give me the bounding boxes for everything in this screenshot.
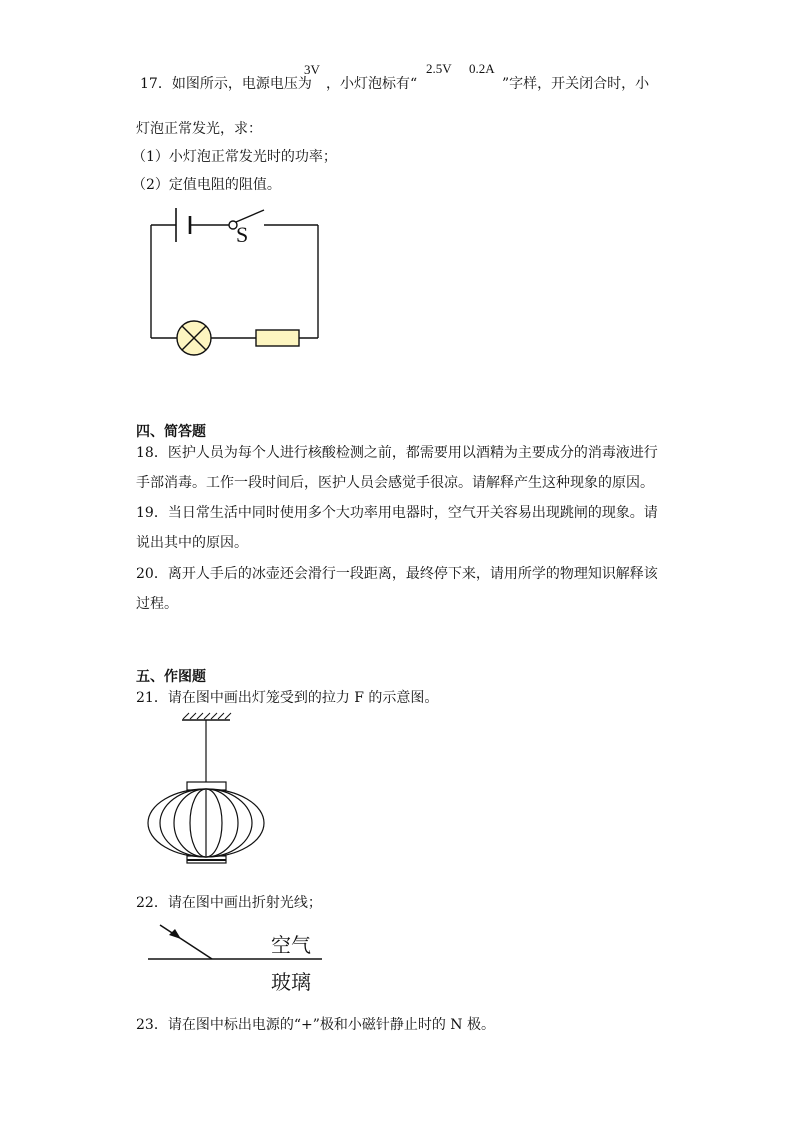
q22-text: 22．请在图中画出折射光线； <box>136 895 322 911</box>
q19-line2: 说出其中的原因。 <box>136 535 248 551</box>
switch-blade <box>236 210 264 222</box>
q18-line1: 18．医护人员为每个人进行核酸检测之前，都需要用以酒精为主要成分的消毒液进行 <box>136 445 658 461</box>
incident-ray <box>160 925 212 959</box>
q20-line2: 过程。 <box>136 596 178 612</box>
q18-line2: 手部消毒。工作一段时间后，医护人员会感觉手很凉。请解释产生这种现象的原因。 <box>136 475 654 491</box>
q17-sub2: （2）定值电阻的阻值。 <box>132 177 281 193</box>
switch-label: S <box>236 222 249 247</box>
air-label: 空气 <box>271 933 311 957</box>
fixed-resistor <box>256 330 299 346</box>
circuit-diagram <box>140 200 330 360</box>
q17-line2: 灯泡正常发光，求： <box>136 121 262 137</box>
q17-text-c: ”字样，开关闭合时，小 <box>502 76 650 92</box>
ceiling-hatching <box>183 713 231 719</box>
q20-line1: 20．离开人手后的冰壶还会滑行一段距离，最终停下来，请用所学的物理知识解释该 <box>136 566 658 582</box>
incident-ray-arrow <box>169 929 181 939</box>
q17-rating-current: 0.2A <box>469 61 495 76</box>
q21-text: 21．请在图中画出灯笼受到的拉力 F 的示意图。 <box>136 690 439 706</box>
q19-line1: 19．当日常生活中同时使用多个大功率用电器时，空气开关容易出现跳闸的现象。请 <box>136 505 658 521</box>
q17-text-a: 17．如图所示，电源电压为 <box>140 76 312 92</box>
q17-rating-voltage: 2.5V <box>426 61 452 76</box>
q17-sub1: （1）小灯泡正常发光时的功率； <box>132 149 337 165</box>
q17-text-b: ，小灯泡标有“ <box>326 76 418 92</box>
glass-label: 玻璃 <box>271 970 311 994</box>
q17-voltage: 3V <box>304 62 320 77</box>
section4-heading: 四、简答题 <box>136 424 206 440</box>
q23-text: 23．请在图中标出电源的“+”极和小磁针静止时的 N 极。 <box>136 1017 496 1033</box>
section5-heading: 五、作图题 <box>136 669 206 685</box>
lantern-diagram <box>140 710 275 870</box>
